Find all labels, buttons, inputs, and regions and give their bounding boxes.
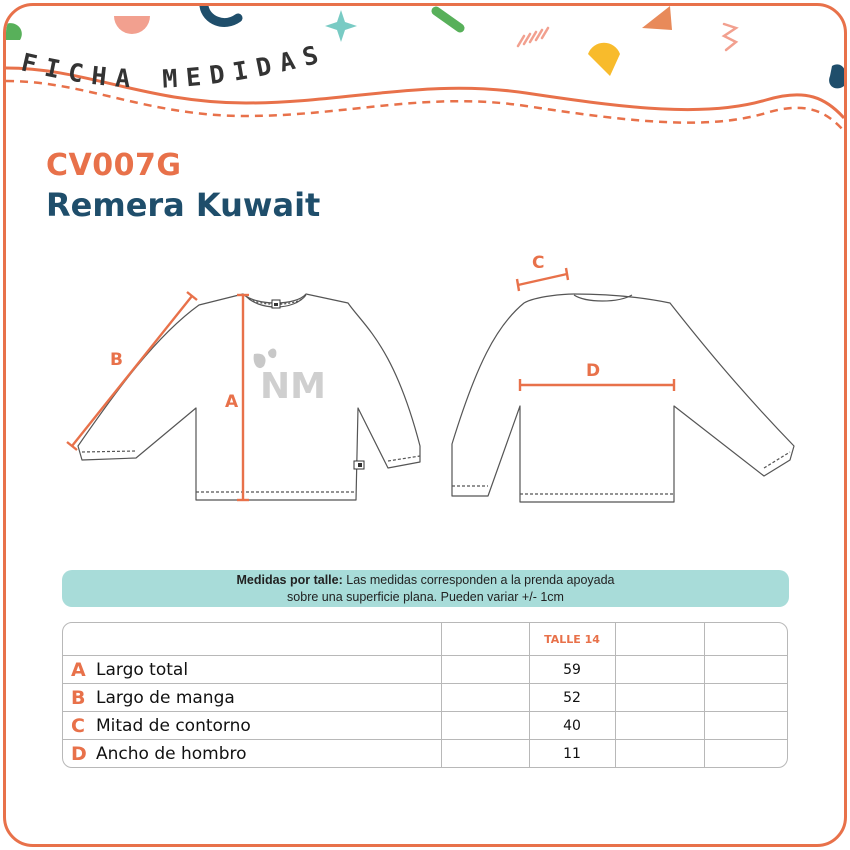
row-label: Largo de manga bbox=[96, 688, 235, 708]
size-header: TALLE 14 bbox=[544, 633, 600, 646]
table-row bbox=[63, 683, 787, 712]
note-line1: Las medidas corresponden a la prenda apoyada bbox=[342, 573, 615, 587]
note-bold: Medidas por talle: bbox=[236, 573, 343, 587]
row-label: Largo total bbox=[96, 660, 189, 680]
product-code: CV007G bbox=[46, 148, 182, 183]
row-letter: A bbox=[71, 659, 86, 681]
measurement-note bbox=[62, 570, 789, 607]
table-row bbox=[63, 655, 787, 684]
product-name: Remera Kuwait bbox=[46, 186, 321, 224]
column-divider bbox=[529, 623, 530, 767]
row-letter: C bbox=[71, 715, 85, 737]
measure-label-d: D bbox=[586, 361, 601, 381]
row-label: Ancho de hombro bbox=[96, 744, 247, 764]
table-header bbox=[63, 623, 787, 655]
table-row bbox=[63, 739, 787, 768]
row-letter: B bbox=[71, 687, 86, 709]
row-value: 11 bbox=[563, 746, 581, 762]
banner-title: FICHA MEDIDAS bbox=[18, 37, 330, 94]
row-value: 59 bbox=[563, 662, 581, 678]
row-label: Mitad de contorno bbox=[96, 716, 251, 736]
measure-label-a: A bbox=[225, 392, 239, 412]
row-letter: D bbox=[71, 743, 87, 765]
column-divider bbox=[704, 623, 705, 767]
garment-diagram bbox=[6, 6, 844, 526]
svg-text:NM: NM bbox=[260, 366, 326, 407]
column-divider bbox=[441, 623, 442, 767]
note-line2: sobre una superficie plana. Pueden variar +/- 1cm bbox=[287, 590, 564, 604]
row-value: 40 bbox=[563, 718, 581, 734]
back-shirt-outline bbox=[452, 294, 794, 502]
column-divider bbox=[615, 623, 616, 767]
table-row bbox=[63, 711, 787, 740]
size-table bbox=[62, 622, 788, 768]
measure-label-b: B bbox=[110, 350, 123, 370]
row-value: 52 bbox=[563, 690, 581, 706]
measure-label-c: C bbox=[532, 253, 545, 273]
front-shirt-outline bbox=[78, 294, 420, 500]
